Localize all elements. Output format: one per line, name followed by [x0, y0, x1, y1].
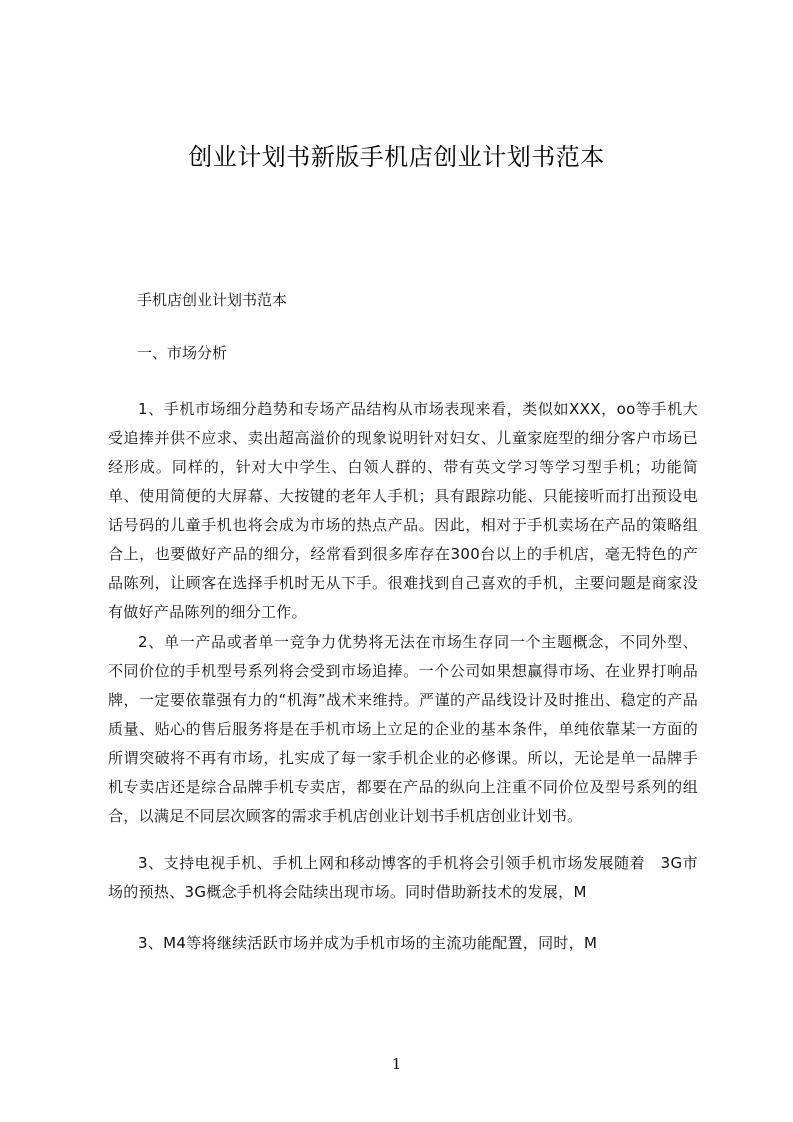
paragraph-3: 3、支持电视手机、手机上网和移动博客的手机将会引领手机市场发展随着 3G市场的预热、3G概念手机将会陆续出现市场。同时借助新技术的发展，M: [108, 854, 698, 901]
document-title: 创业计划书新版手机店创业计划书范本: [188, 143, 605, 171]
paragraph-1: 1、手机市场细分趋势和专场产品结构从市场表现来看，类似如XXX，oo等手机大受追捧并供不应求、卖出超高溢价的现象说明针对妇女、儿童家庭型的细分客户市场已经形成。同样的，针对大中学生、白领人群的、带有英文学习等学习型手机；功能简单、使用简便的大屏幕、大按键的老年人手机；具有跟踪功能、只能接听而打出预设电话号码的儿童手机也将会成为市场的热点产品。因此，相对于手机卖场在产品的策略组合上，也要做好产品的细分，经常看到很多库存在300台以上的手机店，毫无特色的产品陈列，让顾客在选择手机时无从下手。很难找到自己喜欢的手机，主要问题是商家没有做好产品陈列的细分工作。: [108, 400, 698, 621]
section-heading-market-analysis: 一、市场分析: [137, 344, 228, 362]
document-heading: 手机店创业计划书范本: [137, 291, 288, 309]
paragraph-2: 2、单一产品或者单一竞争力优势将无法在市场生存同一个主题概念，不同外型、不同价位的手机型号系列将会受到市场追捧。一个公司如果想赢得市场、在业界打响品牌，一定要依靠强有力的“机海”战术来维持。严谨的产品线设计及时推出、稳定的产品质量、贴心的售后服务将是在手机市场上立足的企业的基本条件，单纯依靠某一方面的所谓突破将不再有市场，扎实成了每一家手机企业的必修课。所以，无论是单一品牌手机专卖店还是综合品牌手机专卖店，都要在产品的纵向上注重不同价位及型号系列的组合，以满足不同层次顾客的需求手机店创业计划书手机店创业计划书。: [108, 633, 698, 825]
page-number: 1: [391, 1055, 402, 1073]
paragraph-4: 3、M4等将继续活跃市场并成为手机市场的主流功能配置，同时，M: [138, 934, 598, 952]
